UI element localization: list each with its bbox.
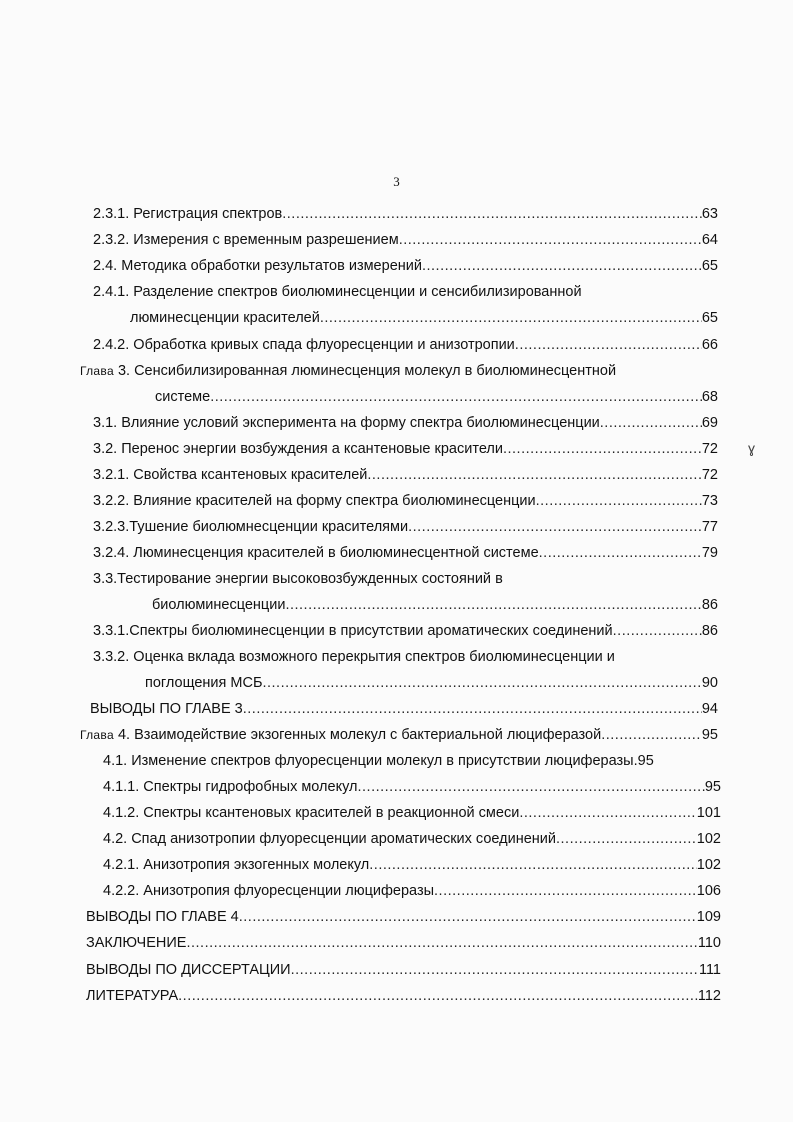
toc-entry-page: 109 <box>696 909 721 925</box>
toc-entry-label: системе <box>155 389 211 405</box>
toc-entry-label: ВЫВОДЫ ПО ГЛАВЕ 4 <box>86 909 239 925</box>
toc-entry-page: 102 <box>696 831 721 847</box>
toc-entry-label: ВЫВОДЫ ПО ГЛАВЕ 3 <box>90 701 243 717</box>
toc-entry-label: 2.4. Методика обработки результатов измерений <box>93 258 422 274</box>
toc-entry <box>103 748 721 774</box>
toc-entry-page: 95 <box>637 753 654 769</box>
toc-entry-label: 4.2. Спад анизотропии флуоресценции ароматических соединений <box>103 831 556 847</box>
toc-entry-label: 4.1.2. Спектры ксантеновых красителей в реакционной смеси <box>103 805 520 821</box>
toc-entry <box>145 670 718 696</box>
toc-entry-page: 95 <box>704 779 721 795</box>
toc-entry-page: 101 <box>696 805 721 821</box>
toc-entry-page: 102 <box>696 857 721 873</box>
toc-entry <box>93 488 718 514</box>
toc-entry-label: ВЫВОДЫ ПО ДИССЕРТАЦИИ <box>86 962 291 978</box>
toc-entry-label: 3.2.4. Люминесценция красителей в биолюминесцентной системе <box>93 545 539 561</box>
toc-entry-label: 4.2.2. Анизотропия флуоресценции люциферазы <box>103 883 435 899</box>
toc-entry-page: 72 <box>701 441 718 457</box>
toc-chapter-heading <box>80 722 601 748</box>
toc-entry-label: поглощения МСБ <box>145 675 263 691</box>
toc-entry <box>93 332 718 358</box>
toc-entry-label: люминесценции красителей <box>130 310 320 326</box>
toc-entry-page: 79 <box>701 545 718 561</box>
toc-entry <box>103 800 721 826</box>
toc-entry <box>93 514 718 540</box>
toc-entry-page: 77 <box>701 519 718 535</box>
toc-entry <box>103 852 721 878</box>
toc-entry-page: 64 <box>701 232 718 248</box>
toc-entry-label: 4. Взаимодействие экзогенных молекул с бактериальной люциферазой <box>113 727 602 743</box>
toc-entry-page: 95 <box>701 727 718 743</box>
toc-entry-page: 112 <box>697 988 721 1004</box>
toc-chapter-entry <box>80 722 718 748</box>
toc-entry-label: 4.1. Изменение спектров флуоресценции молекул в присутствии люциферазы. <box>103 753 638 769</box>
toc-entry-label: 3.2.2. Влияние красителей на форму спектра биолюминесценции <box>93 493 536 509</box>
toc-entry-label: 3.3.1.Спектры биолюминесценции в присутствии ароматических соединений <box>93 623 613 639</box>
toc-entry-page: 68 <box>701 389 718 405</box>
toc-entry <box>103 878 721 904</box>
toc-entry-label: биолюминесценции <box>152 597 286 613</box>
toc-entry <box>130 305 718 331</box>
toc-entry <box>86 930 721 956</box>
toc-entry-label: 4.1.1. Спектры гидрофобных молекул <box>103 779 358 795</box>
margin-mark: ɣ <box>748 440 756 456</box>
toc-entry <box>93 410 718 436</box>
toc-entry-label: 2.3.2. Измерения с временным разрешением <box>93 232 399 248</box>
toc-entry-page: 86 <box>701 597 718 613</box>
toc-entry-label: 2.4.2. Обработка кривых спада флуоресценции и анизотропии <box>93 337 515 353</box>
toc-chapter-prefix: Глава <box>80 728 114 742</box>
toc-entry-label: 3.3.Тестирование энергии высоковозбужденных состояний в <box>93 571 503 587</box>
toc-entry-page: 86 <box>701 623 718 639</box>
toc-entry-page: 66 <box>701 337 718 353</box>
toc-entry <box>90 696 718 722</box>
toc-entry-label: 2.3.1. Регистрация спектров <box>93 206 283 222</box>
toc-entry <box>86 983 721 1009</box>
toc-entry-page: 90 <box>701 675 718 691</box>
toc-entry-label: 4.2.1. Анизотропия экзогенных молекул <box>103 857 370 873</box>
toc-entry <box>93 436 718 462</box>
toc-entry-page: 69 <box>701 415 718 431</box>
toc-entry-label: ЛИТЕРАТУРА <box>86 988 179 1004</box>
toc-entry-label: 3.2.3.Тушение биолюмнесценции красителями <box>93 519 409 535</box>
toc-entry-page: 63 <box>701 206 718 222</box>
toc-entry-page: 73 <box>701 493 718 509</box>
toc-entry <box>103 774 721 800</box>
toc-entry-page: 110 <box>697 935 721 951</box>
toc-entry-label: ЗАКЛЮЧЕНИЕ <box>86 935 187 951</box>
toc-entry <box>86 904 721 930</box>
toc-entry <box>93 227 718 253</box>
toc-entry-page: 94 <box>701 701 718 717</box>
toc-entry <box>93 618 718 644</box>
toc-chapter-heading <box>80 358 616 384</box>
toc-entry <box>93 253 718 279</box>
toc-entry <box>155 384 718 410</box>
toc-entry-label: 3.3.2. Оценка вклада возможного перекрытия спектров биолюминесценции и <box>93 649 615 665</box>
toc-entry-label: 3.2.1. Свойства ксантеновых красителей <box>93 467 368 483</box>
toc-entry-page: 65 <box>701 310 718 326</box>
toc-entry-label: 2.4.1. Разделение спектров биолюминесценции и сенсибилизированной <box>93 284 582 300</box>
toc-entry-page: 106 <box>696 883 721 899</box>
toc-entry-label: 3.1. Влияние условий эксперимента на форму спектра биолюминесценции <box>93 415 600 431</box>
toc-entry <box>103 826 721 852</box>
toc-entry <box>86 957 721 983</box>
toc-entry <box>93 540 718 566</box>
toc-entry-label: 3.2. Перенос энергии возбуждения а ксантеновые красители <box>93 441 503 457</box>
toc-entry-page: 111 <box>698 962 721 978</box>
toc-entry <box>93 462 718 488</box>
toc-entry <box>152 592 718 618</box>
toc-entry-page: 72 <box>701 467 718 483</box>
toc-chapter-prefix: Глава <box>80 364 114 378</box>
toc-entry-label: 3. Сенсибилизированная люминесценция молекул в биолюминесцентной <box>113 363 617 379</box>
toc-entry-page: 65 <box>701 258 718 274</box>
page-number: 3 <box>393 174 400 189</box>
toc-entry <box>93 201 718 227</box>
